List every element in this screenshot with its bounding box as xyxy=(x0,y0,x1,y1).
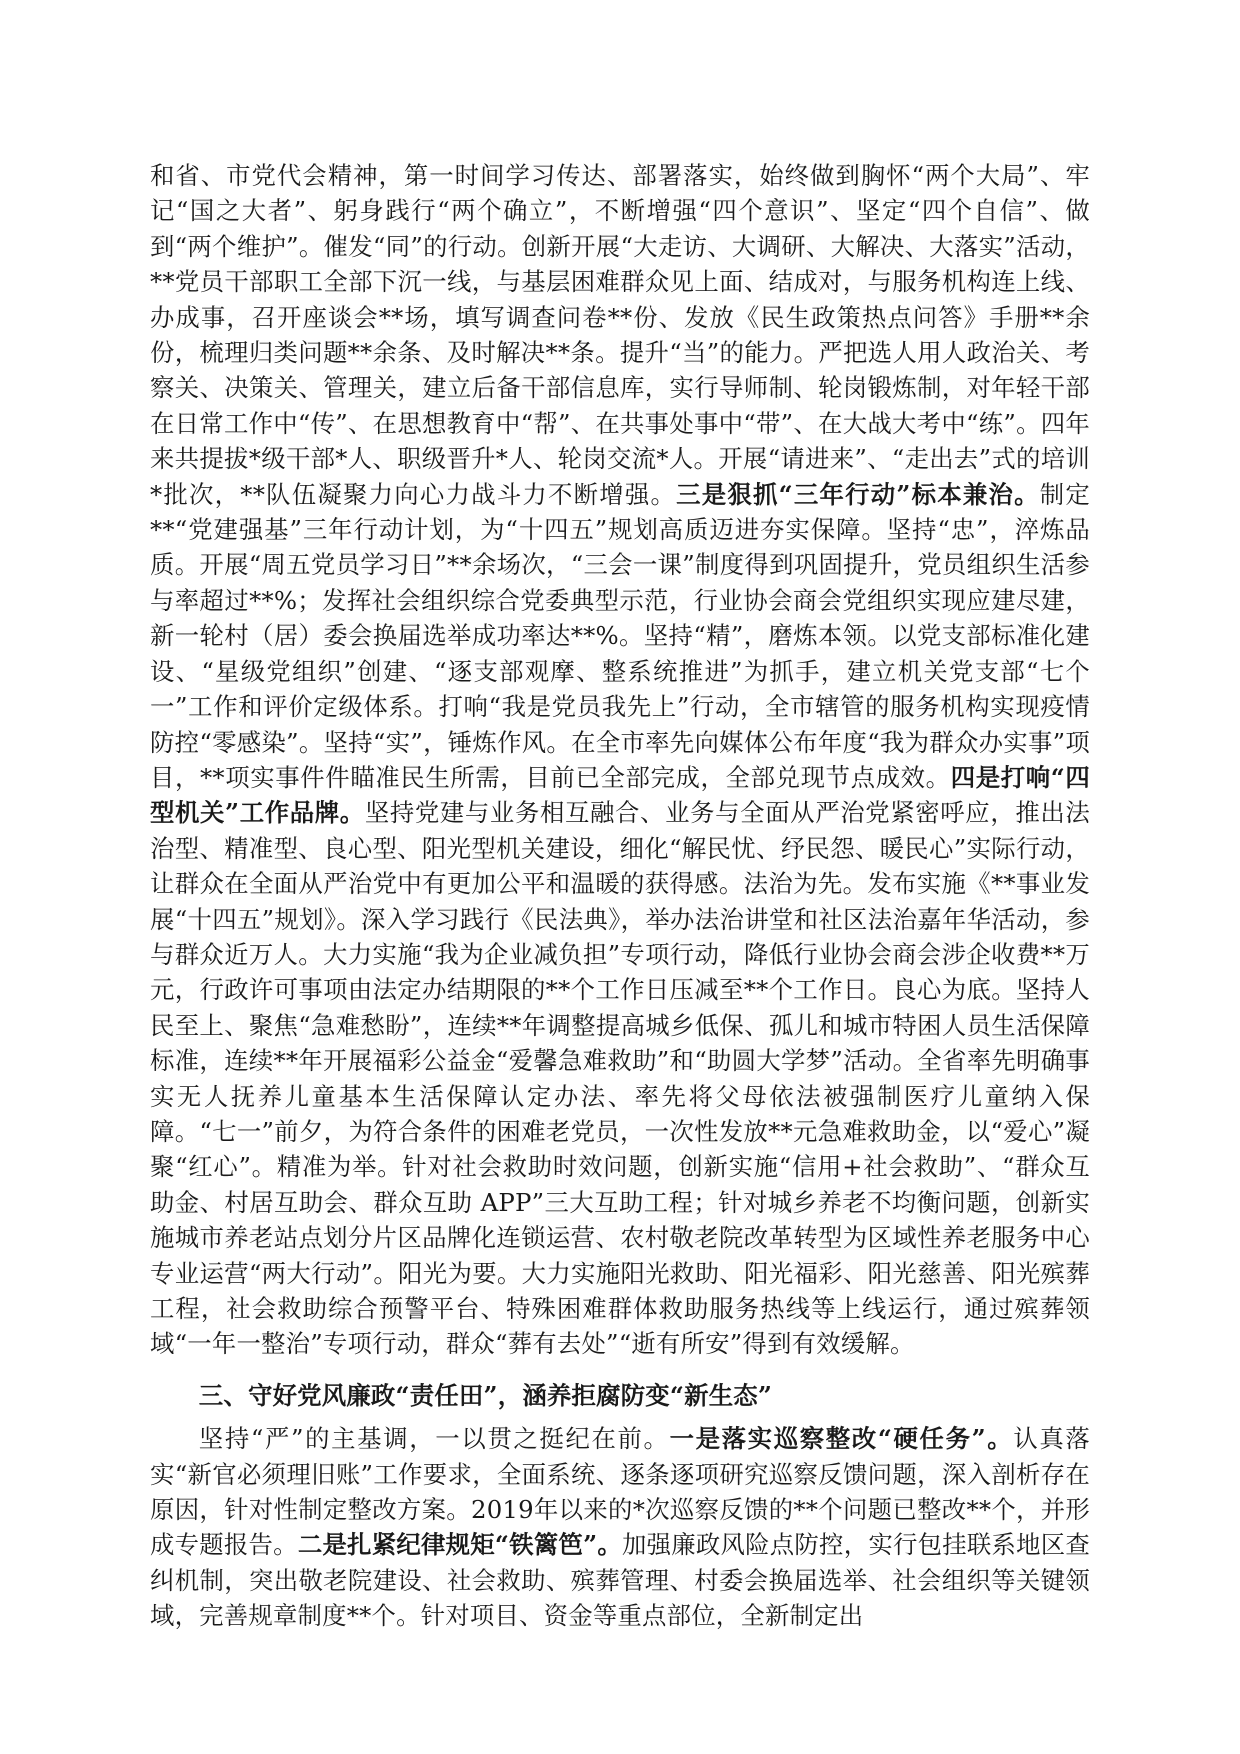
body-paragraph xyxy=(150,158,1090,1362)
bold-subheading: 一是落实巡察整改“硬任务”。 xyxy=(669,1424,1014,1454)
body-paragraph xyxy=(150,1421,1090,1633)
bold-subheading: 三是狠抓“三年行动”标本兼治。 xyxy=(676,479,1040,509)
paragraph-text: 制定**“党建强基”三年行动计划，为“十四五”规划高质迈进夯实保障。坚持“忠”，淬炼品质。开展“周五党员学习日”**余场次，“三会一课”制度得到巩固提升，党员组织生活参与率超过**%；发挥社会组织综合党委典型示范，行业协会商会党组织实现应建尽建，新一轮村（居）委会换届选举成功率达**%。坚持“精”，磨炼本领。以党支部标准化建设、“星级党组织”创建、“逐支部观摩、整系统推进”为抓手，建立机关党支部“七个一”工作和评价定级体系。打响“我是党员我先上”行动，全市辖管的服务机构实现疫情防控“零感染”。坚持“实”，锤炼作风。在全市率先向媒体公布年度“我为群众办实事”项目，**项实事件件瞄准民生所需，目前已全部完成，全部兑现节点成效。 xyxy=(150,479,1090,792)
section-heading: 三、守好党风廉政“责任田”，涵养拒腐防变“新生态” xyxy=(198,1380,773,1410)
paragraph-text: 认真落实“新官必须理旧账”工作要求，全面系统、逐条逐项研究巡察反馈问题，深入剖析存在原因，针对性制定整改方案。2019年以来的*次巡察反馈的**个问题已整改**个，并形成专题报告。 xyxy=(150,1424,1090,1560)
paragraph-text: 坚持党建与业务相互融合、业务与全面从严治党紧密呼应，推出法治型、精准型、良心型、阳光型机关建设，细化“解民忧、纾民怨、暖民心”实际行动，让群众在全面从严治党中有更加公平和温暖的获得感。法治为先。发布实施《**事业发展“十四五”规划》。深入学习践行《民法典》，举办法治讲堂和社区法治嘉年华活动，参与群众近万人。大力实施“我为企业减负担”专项行动，降低行业协会商会涉企收费**万元，行政许可事项由法定办结期限的**个工作日压减至**个工作日。良心为底。坚持人民至上、聚焦“急难愁盼”，连续**年调整提高城乡低保、孤儿和城市特困人员生活保障标准，连续**年开展福彩公益金“爱馨急难救助”和“助圆大学梦”活动。全省率先明确事实无人抚养儿童基本生活保障认定办法、率先将父母依法被强制医疗儿童纳入保障。“七一”前夕，为符合条件的困难老党员，一次性发放**元急难救助金，以“爱心”凝聚“红心”。精准为举。针对社会救助时效问题，创新实施“信用+社会救助”、“群众互助金、村居互助会、群众互助 APP”三大互助工程；针对城乡养老不均衡问题，创新实施城市养老站点划分片区品牌化连锁运营、农村敬老院改革转型为区域性养老服务中心专业运营“两大行动”。阳光为要。大力实施阳光救助、阳光福彩、阳光慈善、阳光殡葬工程，社会救助综合预警平台、特殊困难群体救助服务热线等上线运行，通过殡葬领域“一年一整治”专项行动，群众“葬有去处”“逝有所安”得到有效缓解。 xyxy=(150,798,1090,1359)
bold-subheading: 二是扎紧纪律规矩“铁篱笆”。 xyxy=(297,1530,622,1560)
document-page xyxy=(150,158,1090,1634)
bold-subheading: 四是打响“四型机关”工作品牌。 xyxy=(150,762,1090,828)
paragraph-text: 坚持“严”的主基调，一以贯之挺纪在前。 xyxy=(198,1424,670,1454)
paragraph-text: 加强廉政风险点防控，实行包挂联系地区查纠机制，突出敬老院建设、社会救助、殡葬管理、村委会换届选举、社会组织等关键领域，完善规章制度**个。针对项目、资金等重点部位，全新制定出 xyxy=(150,1530,1090,1631)
paragraph-text: 和省、市党代会精神，第一时间学习传达、部署落实，始终做到胸怀“两个大局”、牢记“国之大者”、躬身践行“两个确立”，不断增强“四个意识”、坚定“四个自信”、做到“两个维护”。催发“同”的行动。创新开展“大走访、大调研、大解决、大落实”活动，**党员干部职工全部下沉一线，与基层困难群众见上面、结成对，与服务机构连上线、办成事，召开座谈会**场，填写调查问卷**份、发放《民生政策热点问答》手册**余份，梳理归类问题**余条、及时解决**条。提升“当”的能力。严把选人用人政治关、考察关、决策关、管理关，建立后备干部信息库，实行导师制、轮岗锻炼制，对年轻干部在日常工作中“传”、在思想教育中“帮”、在共事处事中“带”、在大战大考中“练”。四年来共提拔*级干部*人、职级晋升*人、轮岗交流*人。开展“请进来”、“走出去”式的培训*批次，**队伍凝聚力向心力战斗力不断增强。 xyxy=(150,161,1090,509)
